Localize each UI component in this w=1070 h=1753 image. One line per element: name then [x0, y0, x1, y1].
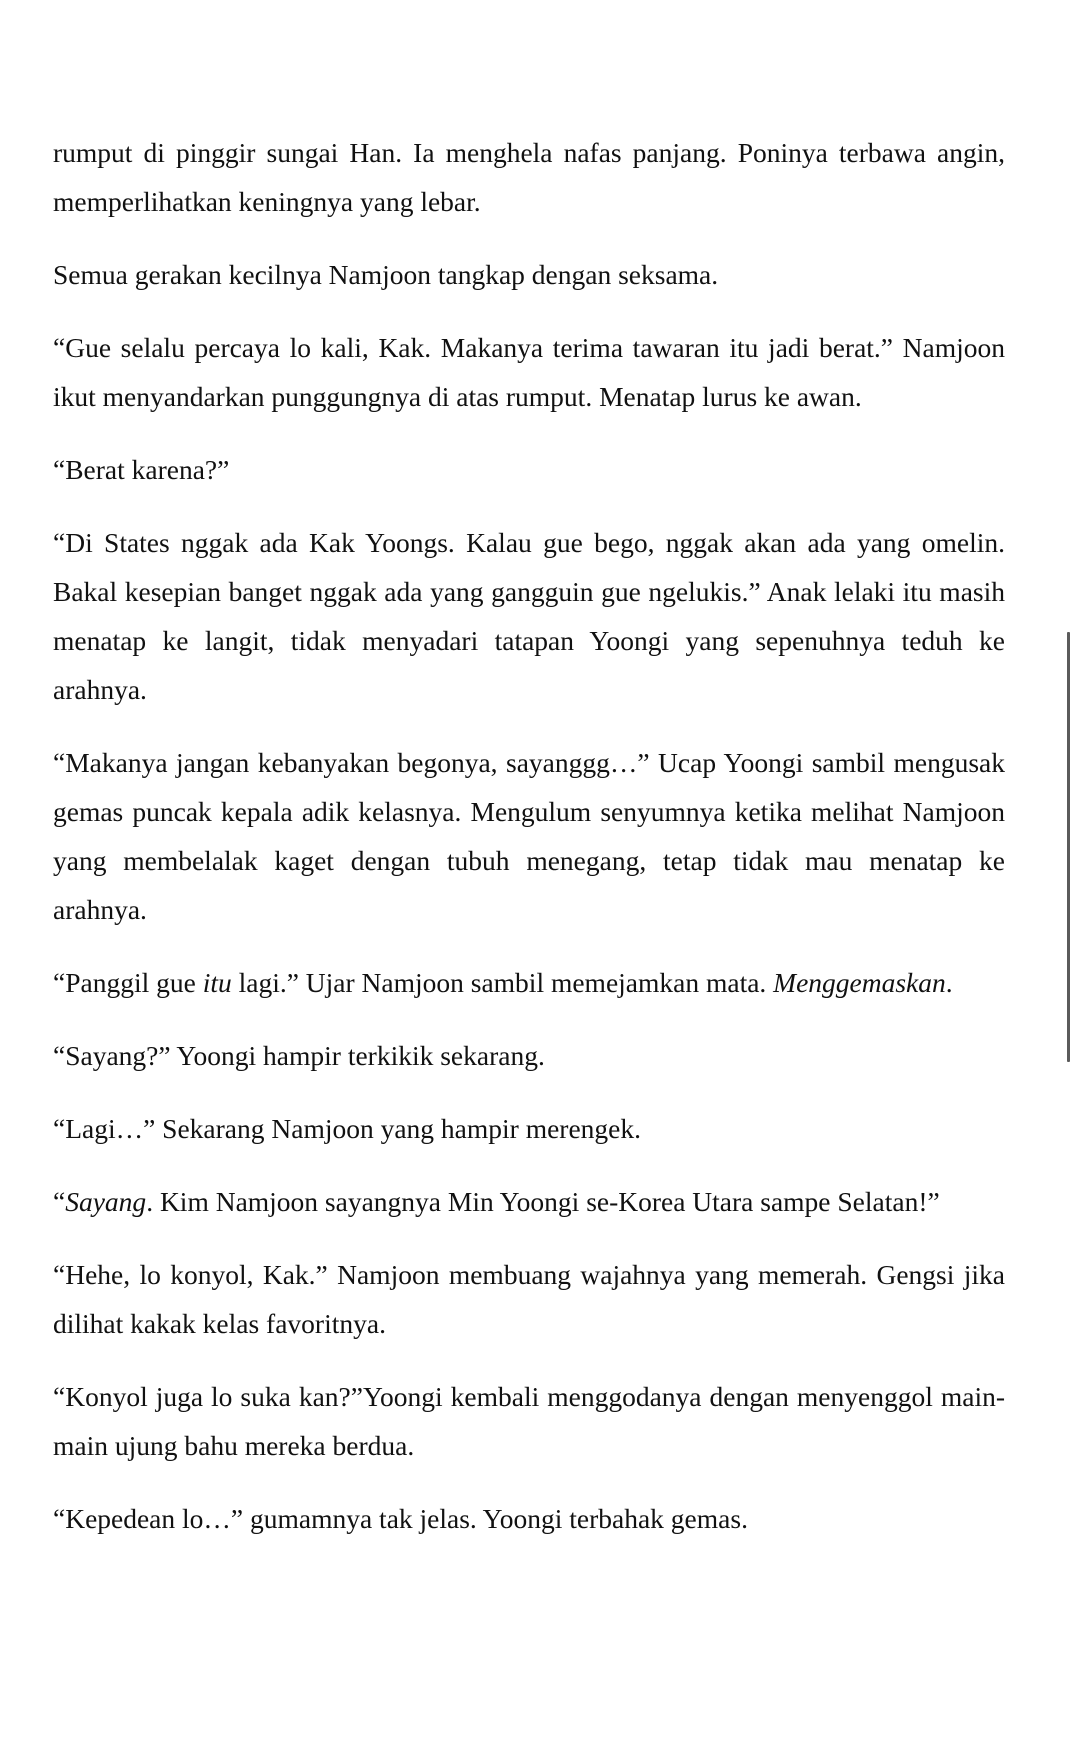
paragraph-text: “Lagi…” Sekarang Namjoon yang hampir merengek. — [53, 1113, 641, 1144]
paragraph-text: “Makanya jangan kebanyakan begonya, sayanggg…” Ucap Yoongi sambil mengusak gemas puncak kepala adik kelasnya. Mengulum senyumnya ketika melihat Namjoon yang membelalak kaget dengan tubuh menegang, tetap tidak mau menatap ke arahnya. — [53, 747, 1005, 925]
paragraph-13 — [53, 1494, 1005, 1543]
paragraph-italic-text: itu — [202, 967, 232, 998]
paragraph-6 — [53, 738, 1005, 934]
paragraph-text: “Di States nggak ada Kak Yoongs. Kalau gue bego, nggak akan ada yang omelin. Bakal kesepian banget nggak ada yang gangguin gue ngelukis.” Anak lelaki itu masih menatap ke langit, tidak menyadari tatapan Yoongi yang sepenuhnya teduh ke arahnya. — [53, 527, 1005, 705]
paragraph-10 — [53, 1177, 1005, 1226]
paragraph-text: “Konyol juga lo suka kan?”Yoongi kembali menggodanya dengan menyenggol main-main ujung bahu mereka berdua. — [53, 1381, 1005, 1461]
paragraph-11 — [53, 1250, 1005, 1348]
paragraph-12 — [53, 1372, 1005, 1470]
paragraph-2 — [53, 250, 1005, 299]
paragraph-text: “Panggil gue — [53, 967, 203, 998]
paragraph-text: rumput di pinggir sungai Han. Ia menghela nafas panjang. Poninya terbawa angin, memperlihatkan keningnya yang lebar. — [53, 137, 1005, 217]
paragraph-italic-text: Sayang — [65, 1186, 147, 1217]
paragraph-9 — [53, 1104, 1005, 1153]
paragraph-text: . — [945, 967, 953, 998]
paragraph-text: “Berat karena?” — [53, 454, 230, 485]
paragraph-4 — [53, 445, 1005, 494]
paragraph-text: “Gue selalu percaya lo kali, Kak. Makanya terima tawaran itu jadi berat.” Namjoon ikut menyandarkan punggungnya di atas rumput. Menatap lurus ke awan. — [53, 332, 1005, 412]
paragraph-8 — [53, 1031, 1005, 1080]
paragraph-text: “Kepedean lo…” gumamnya tak jelas. Yoongi terbahak gemas. — [53, 1503, 748, 1534]
paragraph-1 — [53, 128, 1005, 226]
paragraph-7 — [53, 958, 1005, 1007]
paragraph-text: . Kim Namjoon sayangnya Min Yoongi se-Korea Utara sampe Selatan!” — [146, 1186, 940, 1217]
paragraph-text: “Hehe, lo konyol, Kak.” Namjoon membuang wajahnya yang memerah. Gengsi jika dilihat kakak kelas favoritnya. — [53, 1259, 1005, 1339]
paragraph-5 — [53, 518, 1005, 714]
paragraph-text: Semua gerakan kecilnya Namjoon tangkap dengan seksama. — [53, 259, 719, 290]
paragraph-text: “ — [53, 1186, 66, 1217]
paragraph-3 — [53, 323, 1005, 421]
paragraph-text: lagi.” Ujar Namjoon sambil memejamkan mata. — [231, 967, 774, 998]
document-page — [53, 128, 1005, 1567]
paragraph-italic-text: Menggemaskan — [773, 967, 946, 998]
paragraph-text: “Sayang?” Yoongi hampir terkikik sekarang. — [53, 1040, 545, 1071]
